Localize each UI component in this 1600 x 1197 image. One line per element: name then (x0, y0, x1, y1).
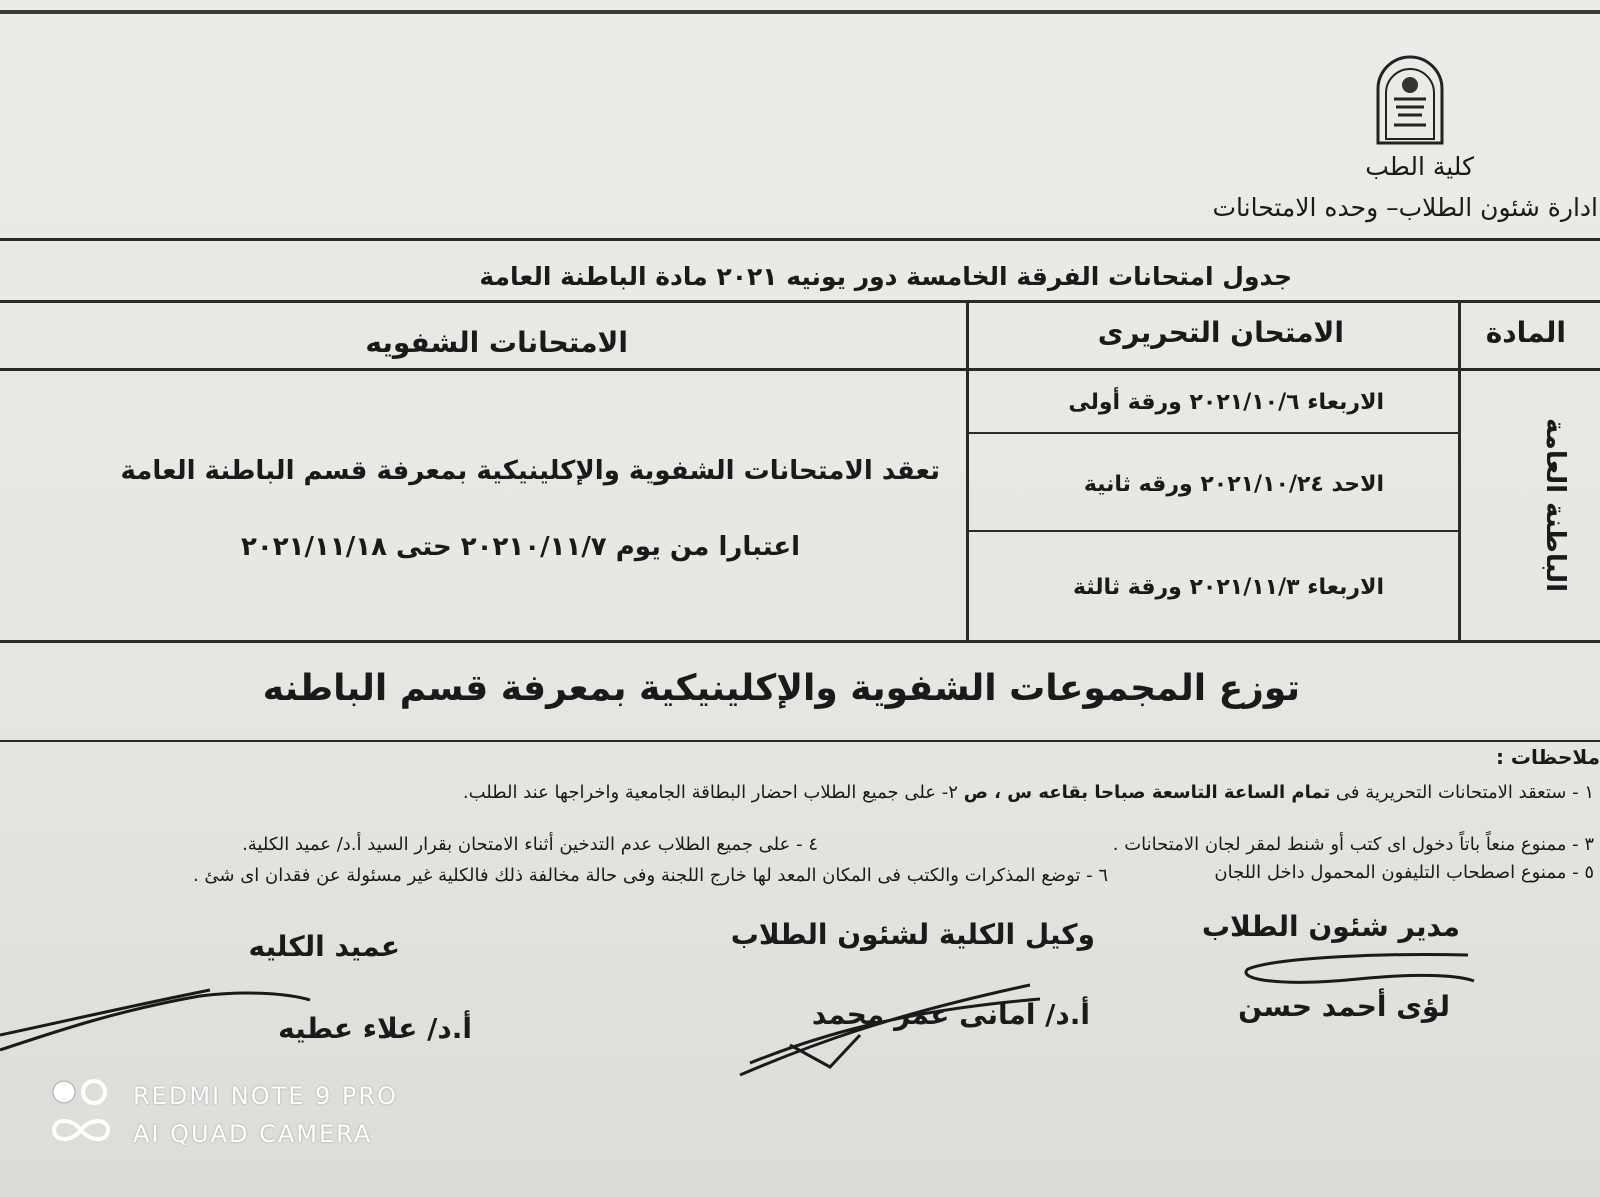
oral-exam-text-line2: اعتبارا من يوم ٢٠٢١٠/١١/٧ حتى ٢٠٢١/١١/١٨ (241, 532, 800, 562)
watermark-line2: AI QUAD CAMERA (133, 1120, 373, 1148)
subject-name: الباطنة العامة (1540, 418, 1571, 592)
note-6: ٦ - توضع المذكرات والكتب فى المكان المعد لها خارج اللجنة وفى حالة مخالفة ذلك فالكلية غير مسئولة عن فقدان اى شئ . (192, 865, 1108, 886)
table-top-border (0, 300, 1600, 303)
written-exam-3: الاربعاء ٢٠٢١/١١/٣ ورقة ثالثة (1072, 575, 1384, 600)
note-2-text: ٢- على جميع الطلاب احضار البطاقة الجامعية واخراجها عند الطلب. (462, 782, 958, 803)
vice-dean-title: وكيل الكلية لشئون الطلاب (730, 918, 1095, 951)
watermark-line1: REDMI NOTE 9 PRO (133, 1082, 398, 1110)
note-3: ٣ - ممنوع منعاً باتاً دخول اى كتب أو شنط لمقر لجان الامتحانات . (1112, 834, 1594, 855)
vice-dean-name: أ.د/ امانى عمر محمد (811, 998, 1090, 1031)
table-divider-subject (1458, 300, 1461, 642)
camera-watermark-icon (50, 1078, 112, 1150)
notes-heading: ملاحظات : (1495, 745, 1600, 769)
note-line-1 (463, 782, 1594, 803)
dean-title: عميد الكليه (248, 930, 400, 963)
written-row-divider-2 (968, 530, 1458, 532)
faculty-name: كلية الطب (1365, 152, 1474, 181)
schedule-title: جدول امتحانات الفرقة الخامسة دور يونيه ٢٠٢١ مادة الباطنة العامة (479, 262, 1292, 291)
dean-signature-icon (0, 980, 320, 1060)
table-header-border (0, 368, 1600, 371)
university-logo-icon (1372, 55, 1448, 147)
subject-cell (1520, 385, 1590, 625)
oral-exam-text-line1: تعقد الامتحانات الشفوية والإكلينيكية بمعرفة قسم الباطنة العامة (120, 456, 940, 486)
column-header-written: الامتحان التحريرى (1097, 316, 1344, 349)
column-header-subject: المادة (1485, 316, 1566, 349)
vice-dean-signature-icon (730, 975, 1050, 1085)
table-divider-oral (966, 300, 969, 642)
written-exam-1: الاربعاء ٢٠٢١/١٠/٦ ورقة أولى (1068, 390, 1384, 415)
written-row-divider-1 (968, 432, 1458, 434)
note-4: ٤ - على جميع الطلاب عدم التدخين أثناء الامتحان بقرار السيد أ.د/ عميد الكلية. (242, 834, 818, 855)
dean-name: أ.د/ علاء عطيه (278, 1012, 472, 1045)
header-divider (0, 238, 1600, 241)
written-exam-2: الاحد ٢٠٢١/١٠/٢٤ ورقه ثانية (1083, 472, 1384, 497)
groups-distribution-note: توزع المجموعات الشفوية والإكلينيكية بمعرفة قسم الباطنه (262, 668, 1300, 709)
note-1-text: ١ - ستعقد الامتحانات التحريرية فى (1335, 782, 1594, 803)
notes-divider (0, 740, 1600, 742)
manager-signature-icon (1238, 945, 1478, 1005)
column-header-oral: الامتحانات الشفويه (365, 326, 628, 359)
note-5: ٥ - ممنوع اصطحاب التليفون المحمول داخل اللجان (1214, 862, 1594, 883)
table-bottom-border (0, 640, 1600, 643)
manager-name: لؤى أحمد حسن (1238, 990, 1450, 1023)
note-1-bold: تمام الساعة التاسعة صباحا بقاعه س ، ص (963, 782, 1331, 803)
top-border (0, 10, 1600, 14)
manager-title: مدير شئون الطلاب (1201, 910, 1460, 943)
department-name: ادارة شئون الطلاب– وحده الامتحانات (1212, 193, 1598, 222)
